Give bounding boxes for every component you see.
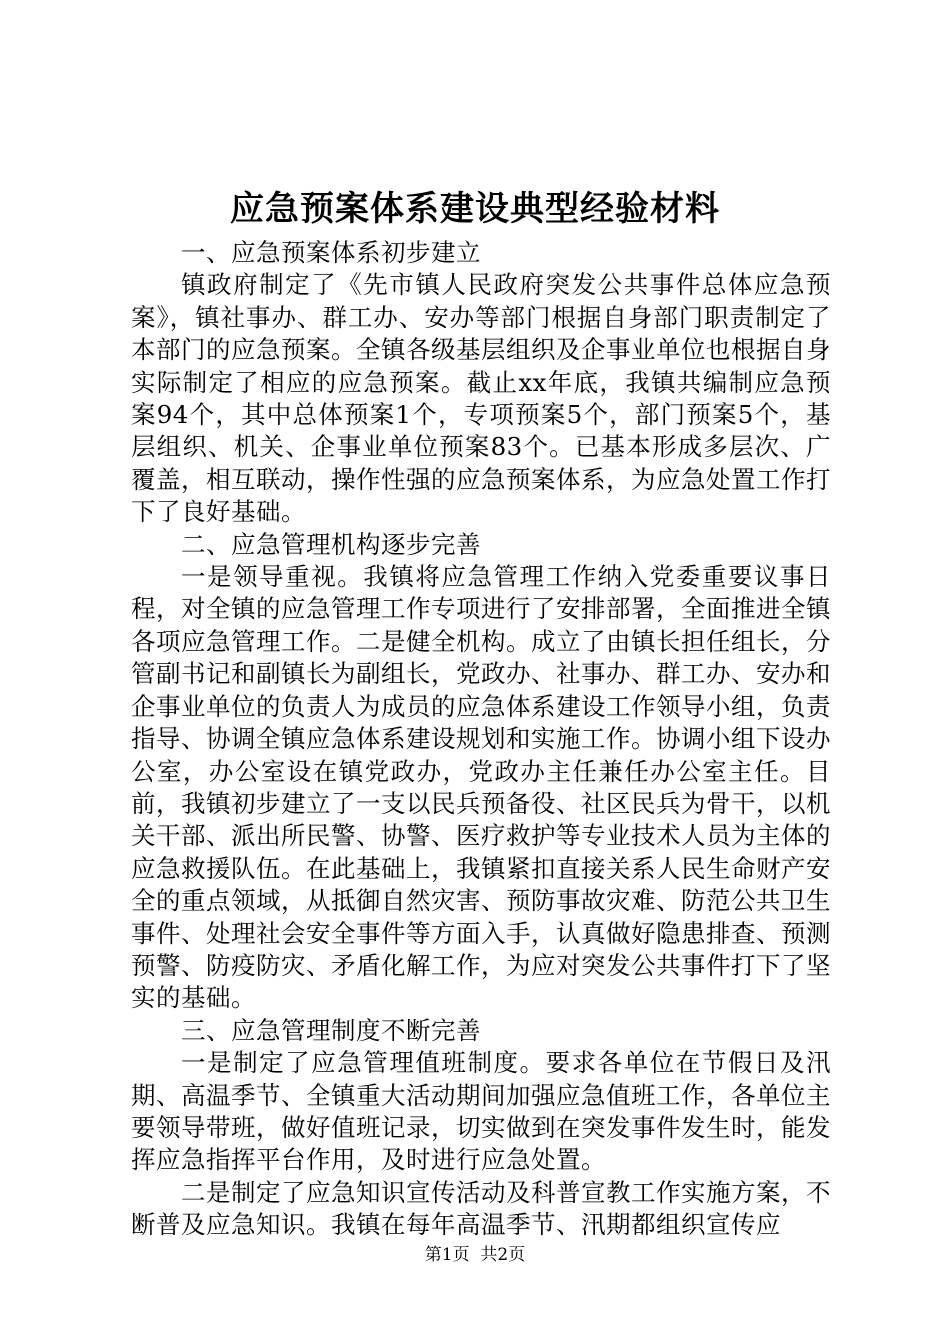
section-paragraph: 镇政府制定了《先市镇人民政府突发公共事件总体应急预案》，镇社事办、群工办、安办等部门根据自身部门职责制定了本部门的应急预案。全镇各级基层组织及企事业单位也根据自身实际制定了相应的应急预案。截止xx年底，我镇共编制应急预案94个，其中总体预案1个，专项预案5个，部门预案5个，基层组织、机关、企事业单位预案83个。已基本形成多层次、广覆盖，相互联动，操作性强的应急预案体系，为应急处置工作打下了良好基础。 (131, 270, 831, 527)
page-footer: 第1页 共2页 (424, 1245, 526, 1265)
section-heading: 一、应急预案体系初步建立 (181, 238, 481, 267)
section-paragraph: 二是制定了应急知识宣传活动及科普宣教工作实施方案，不断普及应急知识。我镇在每年高温季节、汛期都组织宣传应 (131, 1177, 831, 1240)
section-heading: 三、应急管理制度不断完善 (181, 1015, 481, 1045)
section-paragraph: 一是制定了应急管理值班制度。要求各单位在节假日及汛期、高温季节、全镇重大活动期间加强应急值班工作，各单位主要领导带班，做好值班记录，切实做到在突发事件发生时，能发挥应急指挥平台作用，及时进行应急处置。 (131, 1048, 831, 1175)
document-body (131, 237, 831, 1242)
section-heading: 二、应急管理机构逐步完善 (181, 529, 481, 559)
document-title: 应急预案体系建设典型经验材料 (230, 189, 720, 229)
section-paragraph: 一是领导重视。我镇将应急管理工作纳入党委重要议事日程，对全镇的应急管理工作专项进行了安排部署，全面推进全镇各项应急管理工作。二是健全机构。成立了由镇长担任组长，分管副书记和副镇长为副组长，党政办、社事办、群工办、安办和企事业单位的负责人为成员的应急体系建设工作领导小组，负责指导、协调全镇应急体系建设规划和实施工作。协调小组下设办公室，办公室设在镇党政办，党政办主任兼任办公室主任。目前，我镇初步建立了一支以民兵预备役、社区民兵为骨干，以机关干部、派出所民警、协警、医疗救护等专业技术人员为主体的应急救援队伍。在此基础上，我镇紧扣直接关系人民生命财产安全的重点领域，从抵御自然灾害、预防事故灾难、防范公共卫生事件、处理社会安全事件等方面入手，认真做好隐患排查、预测预警、防疫防灾、矛盾化解工作，为应对突发公共事件打下了坚实的基础。 (131, 562, 831, 1013)
